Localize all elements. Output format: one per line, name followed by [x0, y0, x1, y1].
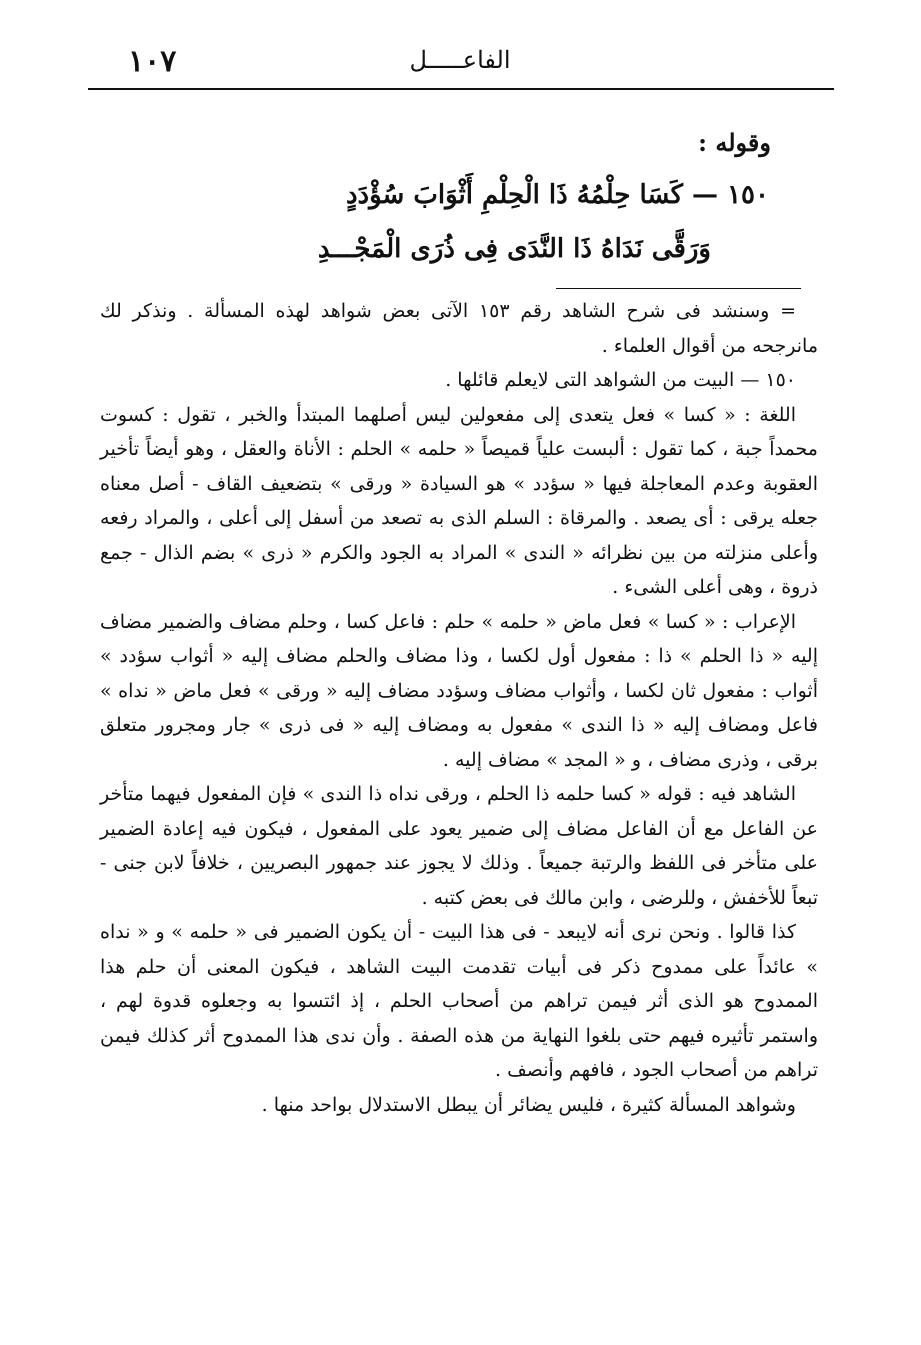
header-rule: [88, 88, 834, 90]
footnote-parsing: الإعراب : « كسا » فعل ماض « حلمه » حلم : فاعل كسا ، وحلم مضاف والضمير مضاف إليه « ذا الحلم » ذا : مفعول أول لكسا ، وذا مضاف والحلم مضاف إليه « أثواب سؤدد » أثواب : مفعول ثان لكسا ، وأثواب مضاف وسؤدد مضاف إليه « ورقى » فعل ماض « نداه » فاعل ومضاف إليه « ذا الندى » مفعول به ومضاف إليه « فى ذرى » جار ومجرور متعلق برقى ، وذرى مضاف ، و « المجد » مضاف إليه .: [100, 610, 818, 771]
verse-line-1: ١٥٠ — كَسَا حِلْمُهُ ذَا الْحِلْمِ أَثْوَابَ سُؤْدَدٍ: [345, 180, 769, 210]
footnote-evidence: الشاهد فيه : قوله « كسا حلمه ذا الحلم ، ورقى نداه ذا الندى » فإن المفعول فيهما متأخر عن الفاعل مع أن الفاعل مضاف إلى ضمير يعود على المفعول ، فيكون فيه إعادة الضمير على متأخر فى اللفظ والرتبة جميعاً . وذلك لا يجوز عند جمهور البصريين ، خلافاً لابن جنى - تبعاً للأخفش ، وللرضى ، وابن مالك فى بعض كتبه .: [100, 783, 818, 909]
footnote-conclusion: وشواهد المسألة كثيرة ، فليس يضائر أن يبطل الاستدلال بواحد منها .: [261, 1093, 796, 1116]
verse-intro: وقوله :: [698, 128, 771, 157]
page-number: ١٠٧: [128, 44, 177, 79]
verse-line-2: وَرَقَّى نَدَاهُ ذَا النَّدَى فِى ذُرَى الْمَجْـــدِ: [317, 234, 711, 264]
running-title: الفاعـــــل: [409, 46, 511, 74]
footnote-continuation: = وسنشد فى شرح الشاهد رقم ١٥٣ الآتى بعض شواهد لهذه المسألة . ونذكر لك مانرجحه من أقوال العلماء .: [100, 300, 818, 357]
footnotes: [100, 294, 818, 1122]
footnote-commentary: كذا قالوا . ونحن نرى أنه لايبعد - فى هذا البيت - أن يكون الضمير فى « حلمه » و « نداه » عائداً على ممدوح ذكر فى أبيات تقدمت البيت الشاهد ، فيكون المعنى أن حلم هذا الممدوح هو الذى أثر فيمن تراهم من أصحاب الحلم ، إذ ائتسوا به وجعلوه قدوة لهم ، واستمر تأثيره فيهم حتى بلغوا النهاية من هذه الصفة . وأن ندى هذا الممدوح أثر كذلك فيمن تراهم من أصحاب الجود ، فافهم وأنصف .: [100, 921, 818, 1081]
footnote-attribution: ١٥٠ — البيت من الشواهد التى لايعلم قائلها .: [445, 369, 796, 391]
page-header: [90, 40, 830, 88]
footnote-language: اللغة : « كسا » فعل يتعدى إلى مفعولين ليس أصلهما المبتدأ والخبر ، تقول : كسوت محمداً جبة ، كما تقول : ألبست علياً قميصاً « حلمه » الحلم : الأناة والعقل ، وهو أيضاً تأخير العقوبة وعدم المعاجلة فيها « سؤدد » هو السيادة « ورقى » بتضعيف القاف - أصل معناه جعله يرقى : أى يصعد . والمرقاة : السلم الذى به تصعد من أسفل إلى أعلى ، والمراد رفعه وأعلى منزلته من بين نظرائه « الندى » المراد به الجود والكرم « ذرى » بضم الذال - جمع ذروة ، وهى أعلى الشىء .: [100, 403, 818, 598]
footnote-separator: [556, 288, 801, 289]
